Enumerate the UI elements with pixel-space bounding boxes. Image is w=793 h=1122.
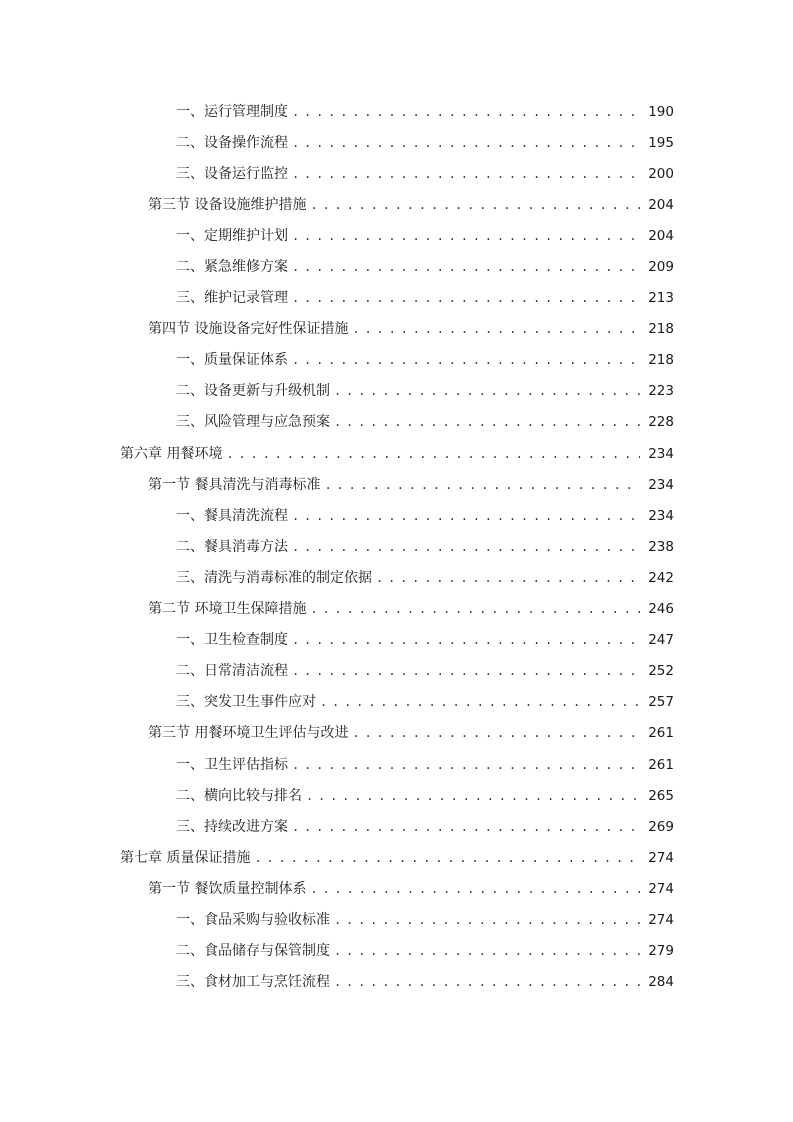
toc-entry[interactable] — [0, 811, 793, 842]
toc-entry-page: 209 — [648, 259, 674, 276]
toc-entry-page: 234 — [648, 445, 674, 462]
dot-leader — [292, 226, 640, 246]
toc-entry[interactable] — [0, 158, 793, 189]
toc-entry-page: 204 — [648, 196, 674, 213]
toc-entry-title: 二、设备更新与升级机制 — [176, 383, 330, 400]
toc-entry-page: 195 — [648, 134, 674, 151]
dot-leader — [292, 537, 640, 557]
dot-leader — [310, 599, 640, 619]
toc-entry-title: 二、食品储存与保管制度 — [176, 943, 330, 960]
toc-entry-page: 218 — [648, 321, 674, 338]
toc-section-entry[interactable] — [0, 469, 793, 500]
toc-entry-page: 261 — [648, 756, 674, 773]
toc-entry-title: 二、餐具消毒方法 — [176, 538, 288, 555]
toc-entry-page: 284 — [648, 974, 674, 991]
toc-entry-title: 第一节 餐饮质量控制体系 — [148, 880, 307, 897]
toc-entry[interactable] — [0, 780, 793, 811]
toc-entry-title: 二、紧急维修方案 — [176, 259, 288, 276]
toc-chapter-entry[interactable] — [0, 842, 793, 873]
toc-entry-title: 一、质量保证体系 — [176, 352, 288, 369]
toc-entry-page: 265 — [648, 787, 674, 804]
toc-entry-page: 234 — [648, 507, 674, 524]
toc-entry-page: 246 — [648, 601, 674, 618]
toc-entry-page: 204 — [648, 227, 674, 244]
dot-leader — [292, 630, 640, 650]
toc-entry-page: 238 — [648, 538, 674, 555]
dot-leader — [320, 692, 640, 712]
toc-entry-page: 218 — [648, 352, 674, 369]
toc-entry-title: 一、运行管理制度 — [176, 103, 288, 120]
toc-section-entry[interactable] — [0, 594, 793, 625]
toc-entry-title: 三、风险管理与应急预案 — [176, 414, 330, 431]
toc-entry[interactable] — [0, 376, 793, 407]
toc-entry-title: 三、持续改进方案 — [176, 818, 288, 835]
dot-leader — [292, 661, 640, 681]
dot-leader — [334, 972, 640, 992]
toc-entry-title: 第三节 用餐环境卫生评估与改进 — [148, 725, 349, 742]
dot-leader — [376, 568, 640, 588]
dot-leader — [352, 319, 640, 339]
toc-entry-page: 257 — [648, 694, 674, 711]
toc-entry-page: 252 — [648, 663, 674, 680]
toc-entry[interactable] — [0, 936, 793, 967]
toc-entry[interactable] — [0, 562, 793, 593]
dot-leader — [254, 848, 640, 868]
dot-leader — [334, 941, 640, 961]
toc-entry[interactable] — [0, 687, 793, 718]
toc-section-entry[interactable] — [0, 873, 793, 904]
toc-entry-page: 279 — [648, 943, 674, 960]
toc-entry-page: 274 — [648, 849, 674, 866]
toc-entry[interactable] — [0, 96, 793, 127]
toc-entry[interactable] — [0, 251, 793, 282]
toc-entry-title: 三、设备运行监控 — [176, 165, 288, 182]
toc-entry[interactable] — [0, 967, 793, 998]
toc-entry[interactable] — [0, 904, 793, 935]
table-of-contents — [0, 96, 793, 998]
dot-leader — [292, 288, 640, 308]
toc-entry-page: 213 — [648, 290, 674, 307]
toc-entry-title: 第四节 设施设备完好性保证措施 — [148, 321, 349, 338]
toc-chapter-entry[interactable] — [0, 438, 793, 469]
toc-section-entry[interactable] — [0, 718, 793, 749]
toc-entry[interactable] — [0, 656, 793, 687]
dot-leader — [334, 381, 640, 401]
dot-leader — [334, 412, 640, 432]
toc-entry-title: 二、设备操作流程 — [176, 134, 288, 151]
toc-entry-page: 242 — [648, 569, 674, 586]
toc-entry-page: 190 — [648, 103, 674, 120]
dot-leader — [292, 817, 640, 837]
dot-leader — [292, 506, 640, 526]
dot-leader — [324, 475, 640, 495]
toc-entry[interactable] — [0, 749, 793, 780]
toc-entry-page: 274 — [648, 911, 674, 928]
toc-entry-title: 三、食材加工与烹饪流程 — [176, 974, 330, 991]
toc-section-entry[interactable] — [0, 314, 793, 345]
toc-entry-title: 二、横向比较与排名 — [176, 787, 302, 804]
toc-entry-page: 269 — [648, 818, 674, 835]
toc-entry[interactable] — [0, 625, 793, 656]
dot-leader — [352, 723, 640, 743]
toc-section-entry[interactable] — [0, 189, 793, 220]
dot-leader — [292, 350, 640, 370]
toc-entry[interactable] — [0, 407, 793, 438]
dot-leader — [292, 257, 640, 277]
dot-leader — [226, 444, 640, 464]
dot-leader — [292, 102, 640, 122]
toc-entry-title: 一、卫生检查制度 — [176, 632, 288, 649]
dot-leader — [334, 910, 640, 930]
toc-entry-title: 第二节 环境卫生保障措施 — [148, 601, 307, 618]
toc-entry-title: 一、卫生评估指标 — [176, 756, 288, 773]
toc-entry-title: 一、定期维护计划 — [176, 227, 288, 244]
dot-leader — [310, 879, 640, 899]
toc-entry-title: 三、突发卫生事件应对 — [176, 694, 316, 711]
toc-entry[interactable] — [0, 531, 793, 562]
dot-leader — [292, 755, 640, 775]
toc-entry-page: 261 — [648, 725, 674, 742]
toc-entry[interactable] — [0, 127, 793, 158]
toc-entry-page: 234 — [648, 476, 674, 493]
dot-leader — [306, 786, 640, 806]
toc-entry-title: 二、日常清洁流程 — [176, 663, 288, 680]
dot-leader — [292, 164, 640, 184]
toc-entry-title: 三、清洗与消毒标准的制定依据 — [176, 569, 372, 586]
toc-entry[interactable] — [0, 283, 793, 314]
toc-entry-page: 274 — [648, 880, 674, 897]
toc-entry[interactable] — [0, 500, 793, 531]
toc-entry-title: 三、维护记录管理 — [176, 290, 288, 307]
toc-entry-title: 第六章 用餐环境 — [120, 445, 223, 462]
dot-leader — [310, 195, 640, 215]
dot-leader — [292, 133, 640, 153]
toc-entry-page: 223 — [648, 383, 674, 400]
toc-entry-title: 一、餐具清洗流程 — [176, 507, 288, 524]
toc-entry-title: 第七章 质量保证措施 — [120, 849, 251, 866]
toc-entry-page: 228 — [648, 414, 674, 431]
toc-entry-page: 200 — [648, 165, 674, 182]
toc-entry-title: 第三节 设备设施维护措施 — [148, 196, 307, 213]
toc-entry[interactable] — [0, 345, 793, 376]
toc-entry-title: 一、食品采购与验收标准 — [176, 911, 330, 928]
toc-entry-page: 247 — [648, 632, 674, 649]
toc-entry-title: 第一节 餐具清洗与消毒标准 — [148, 476, 321, 493]
toc-entry[interactable] — [0, 220, 793, 251]
